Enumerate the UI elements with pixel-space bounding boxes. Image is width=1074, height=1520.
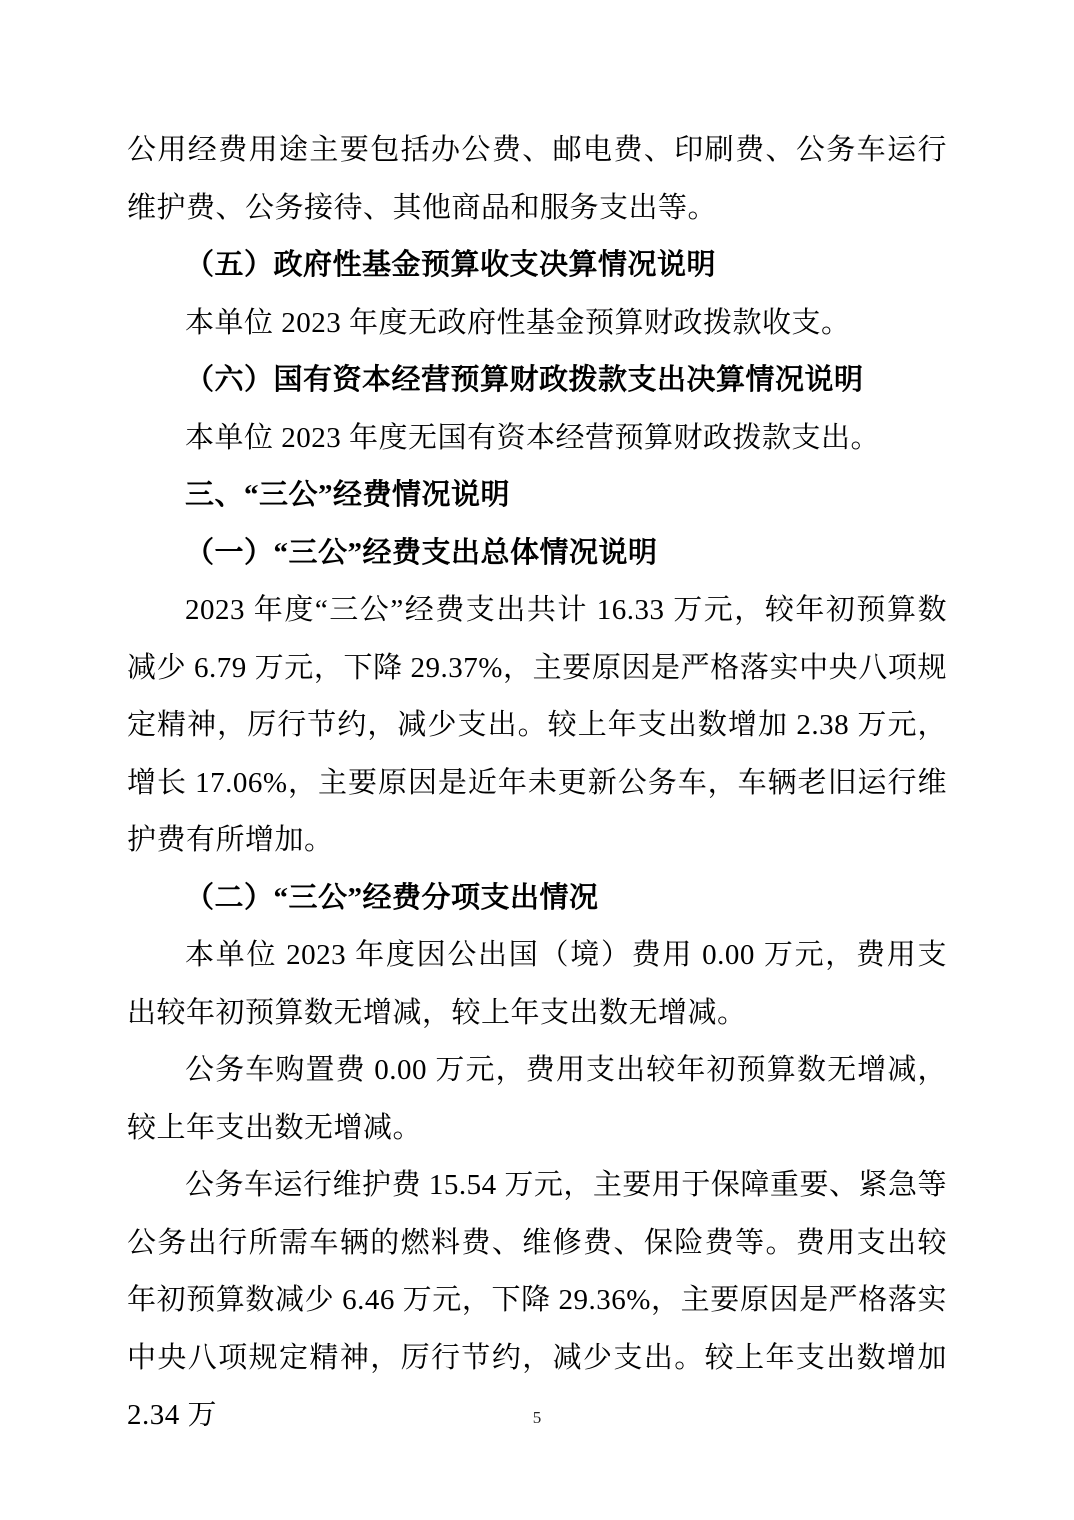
section-heading: （二）“三公”经费分项支出情况 xyxy=(185,881,599,914)
body-paragraph: 本单位 2023 年度无国有资本经营预算财政拨款支出。 xyxy=(185,421,881,454)
body-paragraph: 本单位 2023 年度无政府性基金预算财政拨款收支。 xyxy=(185,306,851,339)
body-paragraph: 2023 年度“三公”经费支出共计 16.33 万元，较年初预算数减少 6.79 万元，下降 29.37%，主要原因是严格落实中央八项规定精神，厉行节约，减少支出。较上年支出数增加 2.38 万元，增长 17.06%，主要原因是近年未更新公务车，车辆老旧运行维护费有所增加。 xyxy=(127,594,947,856)
body-paragraph: 本单位 2023 年度因公出国（境）费用 0.00 万元，费用支出较年初预算数无增减，较上年支出数无增减。 xyxy=(127,939,947,1029)
section-heading: 三、“三公”经费情况说明 xyxy=(185,479,511,511)
section-heading: （五）政府性基金预算收支决算情况说明 xyxy=(185,249,717,281)
section-heading: （六）国有资本经营预算财政拨款支出决算情况说明 xyxy=(185,364,864,396)
page-number: 5 xyxy=(532,1408,542,1427)
body-paragraph: 公务车运行维护费 15.54 万元，主要用于保障重要、紧急等公务出行所需车辆的燃料费、维修费、保险费等。费用支出较年初预算数减少 6.46 万元，下降 29.36%，主要原因是严格落实中央八项规定精神，厉行节约，减少支出。较上年支出数增加 2.34 万 xyxy=(127,1169,947,1431)
document-body xyxy=(127,122,947,1445)
body-paragraph: 公用经费用途主要包括办公费、邮电费、印刷费、公务车运行维护费、公务接待、其他商品和服务支出等。 xyxy=(127,134,947,224)
section-heading: （一）“三公”经费支出总体情况说明 xyxy=(185,536,658,569)
body-paragraph: 公务车购置费 0.00 万元，费用支出较年初预算数无增减，较上年支出数无增减。 xyxy=(127,1054,947,1144)
